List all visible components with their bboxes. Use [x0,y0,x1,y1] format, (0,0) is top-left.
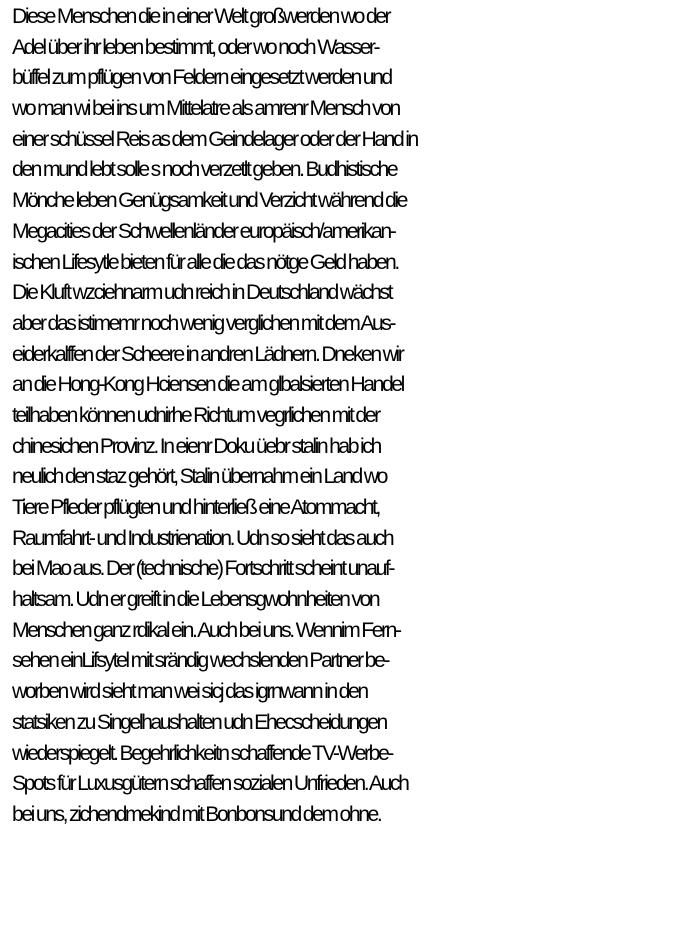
text-line: an die Hong-Kong Hciensen die am glbalsierten Handel [12,373,403,397]
text-line: bei uns, zichendmekind mit Bonbonsund dem ohne. [12,802,381,826]
text-line: Menschen ganz rdikal ein. Auch bei uns. Wennim Fern- [12,618,400,642]
text-line: einer schüssel Reis as dem Geindelager oder der Hand in [12,127,417,151]
text-line: haltsam. Udn er greift in die Lebensgwohnheiten von [12,588,379,612]
body-text [12,2,680,831]
text-line: statsiken zu Singelhaushalten udn Ehecscheidungen [12,710,386,734]
text-line: Megacities der Schwellenländer europäisch/amerikan- [12,219,395,243]
text-line: den mund lebt solle s noch verzetlt geben. Budhistische [12,158,397,182]
text-line: Raumfahrt- und Industrienation. Udn so sieht das auch [12,526,393,550]
text-line: bei Mao aus. Der (technische) Fortschritt scheint unauf- [12,557,393,581]
text-line: büffel zum pflügen von Feldern eingesetzt werden und [12,66,391,90]
text-line: Diese Menschen die in einer Welt großwerden wo der [12,5,390,28]
text-line: sehen einLifsytel mit srändig wechslenden Partner be- [12,649,388,673]
text-line: aber das istimemr noch wenig verglichen mit dem Aus- [12,311,395,335]
text-line: chinesichen Provinz. In eienr Doku üebr stalin hab ich [12,434,380,458]
text-line: wo man wi bei ins um Mittelatre als amrenr Mensch von [12,97,399,121]
text-line: Spots für Luxusgütern schaffen sozialen Unfrieden. Auch [12,772,408,796]
text-line: Die Kluft wzciehnarm udn reich in Deutschland wächst [12,281,392,305]
text-line: ischen Lifesytle bieten für alle die das nötge Geld haben. [12,250,398,274]
text-line: neulich den staz gehört, Stalin übernahm ein Land wo [12,465,386,489]
text-line: wiederspiegelt. Begehrlichkeitn schaffende TV-Werbe- [12,741,392,765]
text-line: Tiere Pfleder pflügten und hinterließ eine Atommacht, [12,496,379,519]
text-line: eiderkalffen der Scheere in andren Lädnern. Dneken wir [12,342,403,366]
text-line: worben wird sieht man wei sicj das igrnwann in den [12,680,367,704]
text-line: Adel über ihr leben bestimmt, oder wo noch Wasser- [12,35,379,59]
text-line: Mönche leben Genügsamkeit und Verzicht während die [12,189,406,213]
text-line: teilhaben können udnirhe Richtum vegrlichen mit der [12,403,379,427]
